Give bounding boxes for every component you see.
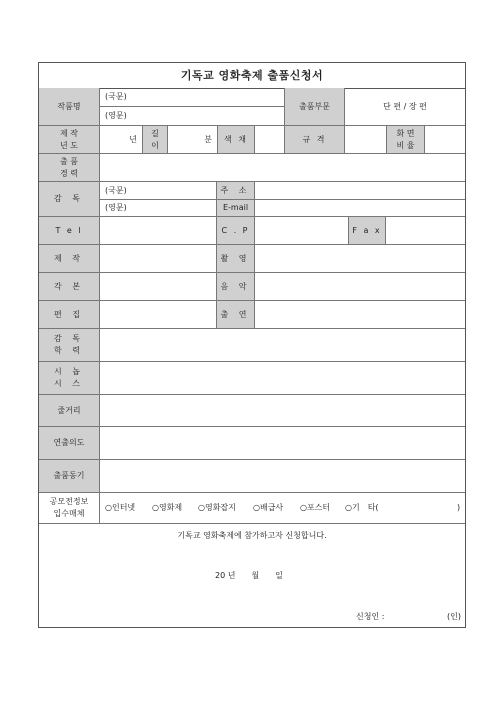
- year-field[interactable]: 년: [99, 125, 142, 153]
- option-other-close-paren: ): [457, 503, 461, 513]
- director-bio-label: 감 독 학 력: [39, 328, 99, 361]
- entry-history-field[interactable]: [99, 153, 465, 181]
- form-title: 기독교 영화축제 출품신청서: [39, 63, 465, 89]
- minutes-field[interactable]: 분: [167, 125, 217, 153]
- option-film-magazine[interactable]: ○영화잡지: [198, 503, 236, 513]
- signature-area: [39, 523, 465, 628]
- category-value[interactable]: 단 편 / 장 편: [344, 88, 465, 125]
- director-korean-field[interactable]: (국문): [99, 181, 216, 199]
- editing-field[interactable]: [99, 300, 216, 328]
- motivation-field[interactable]: [99, 459, 465, 492]
- seal-mark: (인): [447, 612, 461, 621]
- work-name-english-field[interactable]: (영문): [99, 106, 284, 125]
- cp-label: C . P: [216, 216, 254, 244]
- music-label: 음 악: [216, 272, 254, 300]
- aspect-ratio-field[interactable]: [424, 125, 465, 153]
- option-film-festival[interactable]: ○영화제: [152, 503, 183, 513]
- editing-label: 편 집: [39, 300, 99, 328]
- cast-label: 출 연: [216, 300, 254, 328]
- work-name-korean-field[interactable]: (국문): [99, 88, 284, 106]
- application-form: [38, 62, 466, 628]
- color-label: 색 채: [217, 125, 254, 153]
- synopsis-field[interactable]: [99, 361, 465, 394]
- producer-field[interactable]: [99, 244, 216, 272]
- address-label: 주 소: [216, 181, 254, 199]
- cast-field[interactable]: [254, 300, 465, 328]
- applicant-label: 신청인 :: [356, 612, 385, 621]
- entry-history-label: 출 품 경 력: [39, 153, 99, 181]
- option-distributor[interactable]: ○배급사: [253, 503, 284, 513]
- color-field[interactable]: [254, 125, 284, 153]
- tel-field[interactable]: [99, 216, 216, 244]
- producer-label: 제 작: [39, 244, 99, 272]
- work-name-label: 작품명: [39, 88, 99, 125]
- music-field[interactable]: [254, 272, 465, 300]
- tel-label: T e l: [39, 216, 99, 244]
- category-label: 출품부문: [284, 88, 344, 125]
- fax-label: F a x: [348, 216, 385, 244]
- cinematography-label: 촬 영: [216, 244, 254, 272]
- director-label: 감 독: [39, 181, 99, 216]
- aspect-ratio-label: 화 면 비 율: [386, 125, 424, 153]
- plot-field[interactable]: [99, 394, 465, 426]
- format-label: 규 격: [284, 125, 344, 153]
- address-field[interactable]: [254, 181, 465, 199]
- info-source-label: 공모전정보 입수매체: [39, 492, 99, 523]
- format-field[interactable]: [344, 125, 386, 153]
- plot-label: 줄거리: [39, 394, 99, 426]
- cp-field[interactable]: [254, 216, 348, 244]
- option-internet[interactable]: ○인터넷: [105, 503, 136, 513]
- director-bio-field[interactable]: [99, 328, 465, 361]
- fax-field[interactable]: [385, 216, 465, 244]
- production-year-label: 제 작 년 도: [39, 125, 99, 153]
- screenplay-label: 각 본: [39, 272, 99, 300]
- application-date[interactable]: 20 년 월 일: [215, 571, 283, 580]
- option-other[interactable]: ○기 타(: [345, 503, 379, 513]
- cinematography-field[interactable]: [254, 244, 465, 272]
- screenplay-field[interactable]: [99, 272, 216, 300]
- info-source-options: [99, 492, 465, 523]
- director-english-field[interactable]: (영문): [99, 199, 216, 216]
- synopsis-label: 시 놉 시 스: [39, 361, 99, 394]
- application-statement: 기독교 영화축제에 참가하고자 신청합니다.: [177, 531, 327, 540]
- intention-label: 연출의도: [39, 426, 99, 459]
- email-label: E-mail: [216, 199, 254, 216]
- option-poster[interactable]: ○포스터: [300, 503, 331, 513]
- length-label: 길 이: [142, 125, 167, 153]
- motivation-label: 출품동기: [39, 459, 99, 492]
- intention-field[interactable]: [99, 426, 465, 459]
- email-field[interactable]: [254, 199, 465, 216]
